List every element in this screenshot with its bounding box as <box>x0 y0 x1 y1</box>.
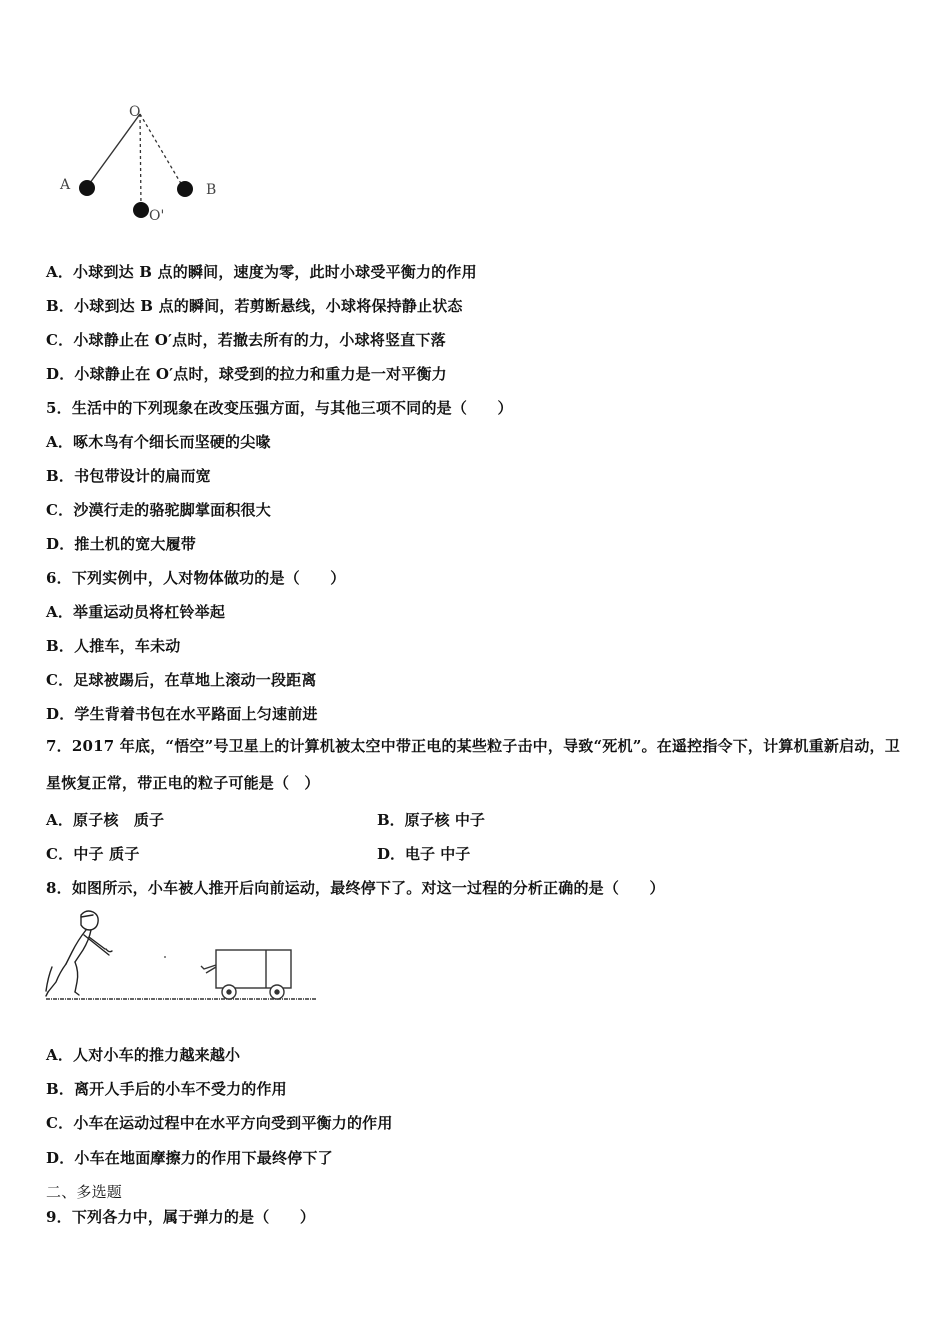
q4-option-d: D．小球静止在 O′点时，球受到的拉力和重力是一对平衡力 <box>46 365 447 383</box>
q6-option-b: B．人推车，车未动 <box>46 637 181 655</box>
q6-option-d: D．学生背着书包在水平路面上匀速前进 <box>46 705 318 723</box>
q5-stem: 5．生活中的下列现象在改变压强方面，与其他三项不同的是（ ） <box>46 399 513 417</box>
dot-mark <box>164 956 166 958</box>
pendulum-diagram <box>55 100 235 230</box>
label-oprime: O' <box>149 208 165 224</box>
cart <box>201 950 291 999</box>
q4-option-a: A．小球到达 B 点的瞬间，速度为零，此时小球受平衡力的作用 <box>46 263 477 281</box>
q7-option-c: C．中子 质子 <box>46 845 140 863</box>
q7-option-a: A．原子核 质子 <box>46 811 165 829</box>
q8-option-d: D．小车在地面摩擦力的作用下最终停下了 <box>46 1149 333 1167</box>
string-to-oprime <box>140 114 141 207</box>
string-to-b <box>140 114 183 187</box>
q4-option-c: C．小球静止在 O′点时，若撤去所有的力，小球将竖直下落 <box>46 331 446 349</box>
q8-option-b: B．离开人手后的小车不受力的作用 <box>46 1080 287 1098</box>
label-o: O <box>129 104 141 120</box>
label-a: A <box>60 177 71 193</box>
person-figure <box>46 911 112 996</box>
q5-option-a: A．啄木鸟有个细长而坚硬的尖喙 <box>46 433 271 451</box>
q7-option-d: D．电子 中子 <box>377 845 471 863</box>
q6-option-a: A．举重运动员将杠铃举起 <box>46 603 226 621</box>
q7-stem: 7．2017 年底，“悟空”号卫星上的计算机被太空中带正电的某些粒子击中，导致“死机”。在遥控指令下，计算机重新启动，卫星恢复正常，带正电的粒子可能是（ ） <box>46 737 900 792</box>
q8-option-a: A．人对小车的推力越来越小 <box>46 1046 241 1064</box>
pendulum-figure <box>55 100 235 230</box>
cart-figure <box>44 905 324 1010</box>
q7-option-b: B．原子核 中子 <box>377 811 485 829</box>
string-to-a <box>87 114 140 187</box>
q9-stem: 9．下列各力中，属于弹力的是（ ） <box>46 1208 316 1226</box>
person-pushing-cart-drawing <box>44 905 324 1010</box>
label-b: B <box>206 182 217 198</box>
ball-a <box>79 180 95 196</box>
section-title: 二、多选题 <box>46 1183 123 1201</box>
ball-b <box>177 181 193 197</box>
q8-option-c: C．小车在运动过程中在水平方向受到平衡力的作用 <box>46 1114 393 1132</box>
q8-stem: 8．如图所示，小车被人推开后向前运动，最终停下了。对这一过程的分析正确的是（ ） <box>46 879 665 897</box>
q6-stem: 6．下列实例中，人对物体做功的是（ ） <box>46 569 346 587</box>
q5-option-b: B．书包带设计的扁而宽 <box>46 467 211 485</box>
q5-option-c: C．沙漠行走的骆驼脚掌面积很大 <box>46 501 271 519</box>
q6-option-c: C．足球被踢后，在草地上滚动一段距离 <box>46 671 317 689</box>
q5-option-d: D．推土机的宽大履带 <box>46 535 197 553</box>
q4-option-b: B．小球到达 B 点的瞬间，若剪断悬线，小球将保持静止状态 <box>46 297 463 315</box>
ball-oprime <box>133 202 149 218</box>
